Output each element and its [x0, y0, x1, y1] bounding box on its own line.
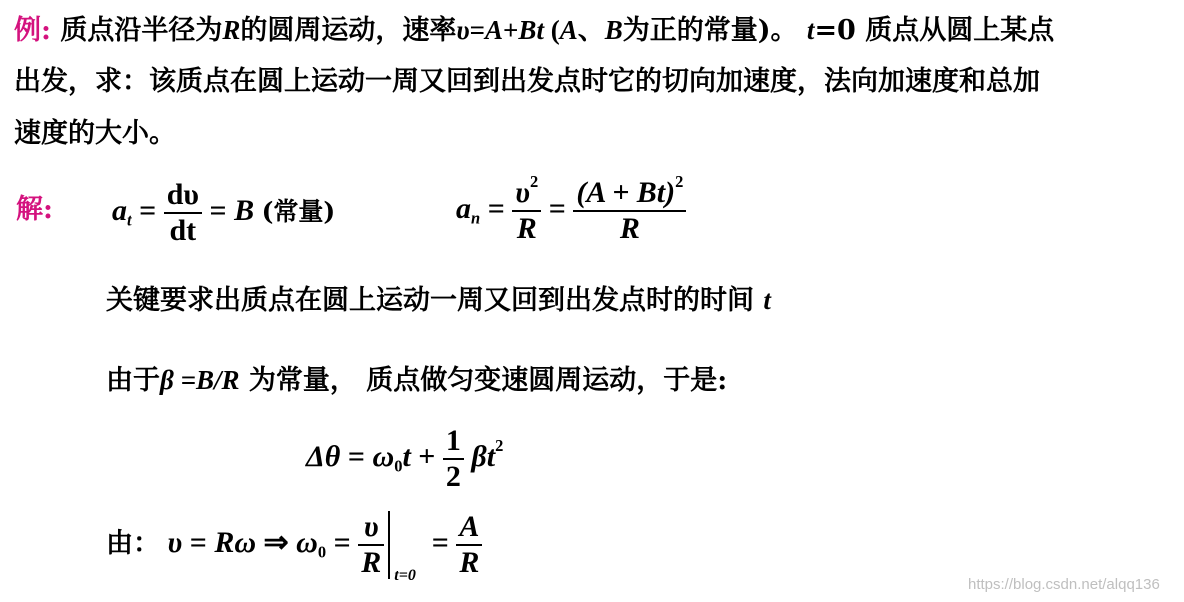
fraction-numerator: (A + Bt)	[576, 176, 676, 209]
fraction-denominator: R	[456, 544, 482, 580]
symbol-eq: =	[333, 525, 351, 559]
initial-omega-formula	[106, 510, 482, 584]
normal-acceleration-formula	[456, 172, 686, 246]
implies-arrow: ⇒	[263, 525, 289, 559]
fraction-numerator: υ	[363, 510, 379, 543]
text-segment: 为正的常量)。	[622, 15, 798, 46]
fraction-numerator: dυ	[166, 178, 199, 211]
fraction-numerator: A	[459, 510, 480, 543]
fraction-numerator: 1	[445, 424, 461, 457]
var-t: t	[402, 439, 411, 473]
key-point-line	[106, 284, 771, 317]
text-segment: 由：	[106, 527, 160, 559]
var-beta: β	[471, 439, 487, 473]
fraction-denominator: R	[512, 210, 541, 246]
symbol-eq: =	[487, 191, 505, 225]
derivative-fraction	[164, 178, 202, 248]
fraction-denominator: dt	[164, 212, 202, 248]
symbol-eq: =	[431, 525, 449, 559]
symbol-plus: +	[418, 439, 436, 473]
var-A: A	[485, 15, 504, 45]
text-segment: 的圆周运动，速率	[240, 15, 457, 46]
var-omega: ω	[296, 525, 318, 559]
fraction-denominator: 2	[443, 458, 464, 494]
fraction-numerator: υ	[515, 176, 530, 209]
var-t: t	[763, 285, 771, 315]
var-B: B	[518, 15, 537, 45]
var-R: R	[222, 15, 241, 45]
subscript-n: n	[471, 208, 481, 228]
var-B: B	[604, 15, 623, 45]
superscript-2: 2	[495, 436, 504, 456]
symbol-eq: =	[548, 191, 566, 225]
superscript-2: 2	[530, 172, 539, 192]
beta-line	[106, 364, 727, 397]
text-segment: =0 质点从圆上某点	[814, 15, 1055, 46]
var-A: A	[559, 15, 578, 45]
beta-expression: β =B/R	[160, 365, 240, 395]
superscript-2: 2	[675, 172, 684, 192]
symbol-eq: =	[347, 439, 365, 473]
symbol-eq: =	[209, 193, 227, 227]
constant-note: (常量)	[261, 196, 336, 226]
key-point-text: 关键要求出质点在圆上运动一周又回到出发点时的时间	[106, 285, 764, 316]
speed-squared-over-R	[573, 172, 686, 246]
var-v: υ	[167, 525, 183, 559]
delta-theta: Δθ	[306, 439, 341, 473]
solution-label: 解:	[16, 194, 53, 225]
watermark: https://blog.csdn.net/alqq136	[968, 576, 1160, 593]
symbol-plus: +	[503, 15, 519, 45]
one-half-fraction	[443, 424, 464, 494]
evaluation-subscript: t=0	[394, 567, 416, 584]
symbol-eq: =	[189, 525, 207, 559]
symbol-eq: =	[139, 193, 157, 227]
var-omega: ω	[372, 439, 395, 473]
v-squared-over-R	[512, 172, 541, 246]
subscript-t: t	[127, 210, 132, 230]
fraction-denominator: R	[573, 210, 686, 246]
text-segment: 由于	[106, 365, 160, 396]
evaluation-bar	[388, 511, 416, 584]
symbol-eq: =	[469, 15, 486, 45]
v-over-R-fraction	[358, 510, 384, 580]
var-B: B	[234, 193, 255, 227]
example-line-3: 速度的大小。	[14, 118, 176, 149]
text-segment: 为常量， 质点做匀变速圆周运动，于是:	[239, 365, 728, 396]
var-t: t	[806, 15, 815, 45]
example-label: 例:	[14, 15, 51, 46]
var-t: t	[486, 439, 496, 473]
angular-displacement-formula	[306, 424, 503, 494]
var-v: υ	[456, 15, 470, 45]
A-over-R-fraction	[456, 510, 482, 580]
var-a: a	[112, 193, 127, 227]
var-a: a	[456, 191, 471, 225]
subscript-0: 0	[394, 456, 403, 476]
example-line-2: 出发，求：该质点在圆上运动一周又回到出发点时它的切向加速度，法向加速度和总加	[14, 66, 1040, 97]
text-segment: (	[543, 15, 560, 45]
text-segment: 、	[577, 15, 605, 46]
fraction-denominator: R	[358, 544, 384, 580]
var-t: t	[536, 15, 544, 45]
subscript-0: 0	[317, 542, 327, 562]
R-omega: Rω	[214, 525, 257, 559]
text-segment: 质点沿半径为	[60, 15, 223, 46]
example-line-1	[14, 14, 1054, 47]
tangential-acceleration-formula	[112, 178, 335, 248]
